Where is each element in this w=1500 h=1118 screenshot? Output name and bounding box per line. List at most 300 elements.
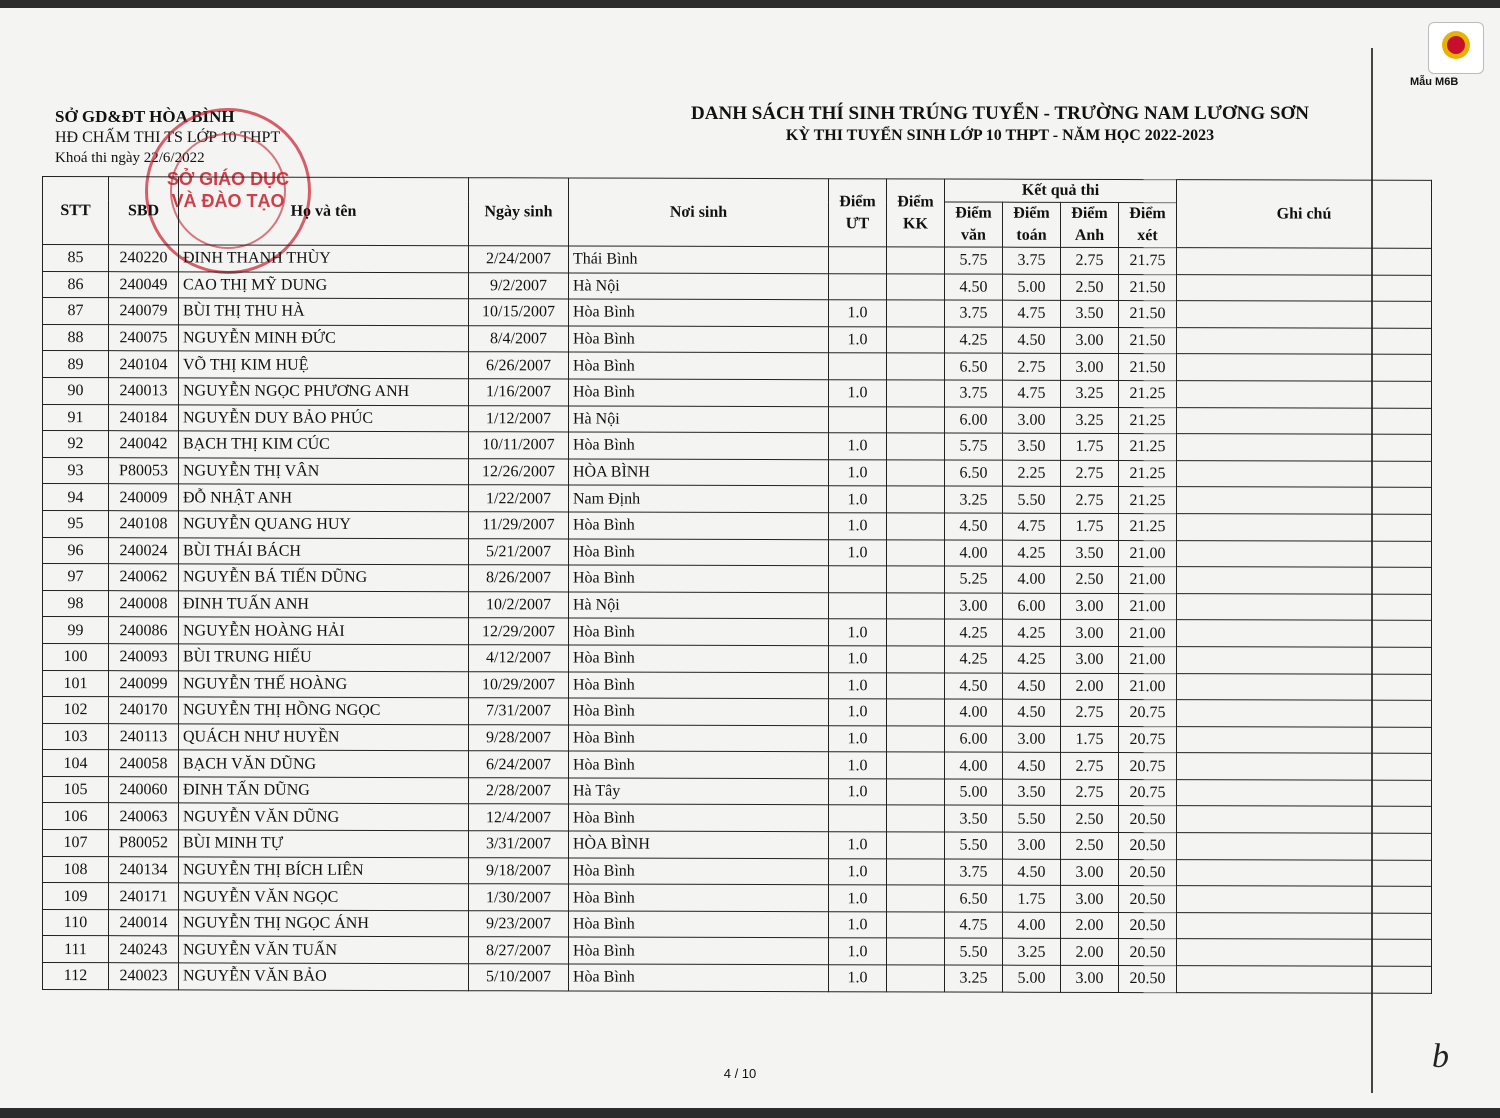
cell-place: Hòa Bình xyxy=(569,937,829,964)
cell-van: 6.50 xyxy=(945,353,1003,380)
cell-stt: 107 xyxy=(43,830,109,857)
cell-ut: 1.0 xyxy=(829,539,887,566)
cell-note xyxy=(1177,913,1432,940)
cell-note xyxy=(1177,833,1432,860)
cell-van: 5.50 xyxy=(945,938,1003,965)
cell-dob: 10/15/2007 xyxy=(469,299,569,326)
cell-kk xyxy=(887,593,945,620)
cell-dob: 2/28/2007 xyxy=(469,778,569,805)
cell-note xyxy=(1177,487,1432,514)
cell-place: Hòa Bình xyxy=(569,565,829,592)
cell-place: Thái Bình xyxy=(569,246,829,273)
cell-dob: 10/2/2007 xyxy=(469,591,569,618)
cell-anh: 2.50 xyxy=(1061,832,1119,859)
cell-place: Hòa Bình xyxy=(569,964,829,991)
cell-kk xyxy=(887,752,945,779)
col-place: Nơi sinh xyxy=(569,178,829,247)
cell-dob: 10/29/2007 xyxy=(469,671,569,698)
cell-sbd: 240220 xyxy=(109,245,179,272)
cell-note xyxy=(1177,673,1432,700)
cell-name: ĐỖ NHẬT ANH xyxy=(179,484,469,511)
cell-ut xyxy=(829,247,887,274)
cell-place: Hòa Bình xyxy=(569,804,829,831)
cell-kk xyxy=(887,327,945,354)
cell-van: 4.50 xyxy=(945,274,1003,301)
cell-anh: 2.00 xyxy=(1061,673,1119,700)
cell-note xyxy=(1177,381,1432,408)
cell-xet: 21.50 xyxy=(1119,301,1177,328)
table-body xyxy=(43,245,1432,994)
cell-sbd: 240062 xyxy=(109,564,179,591)
cell-stt: 99 xyxy=(43,617,109,644)
cell-name: BẠCH VĂN DŨNG xyxy=(179,750,469,777)
cell-name: NGUYỄN VĂN BẢO xyxy=(179,963,469,990)
cell-stt: 102 xyxy=(43,697,109,724)
cell-ut: 1.0 xyxy=(829,486,887,513)
table-row xyxy=(43,883,1432,913)
cell-sbd: P80052 xyxy=(109,830,179,857)
cell-ut: 1.0 xyxy=(829,885,887,912)
cell-sbd: 240134 xyxy=(109,856,179,883)
document-subtitle: KỲ THI TUYỂN SINH LỚP 10 THPT - NĂM HỌC 2022-2023 xyxy=(785,127,1215,144)
cell-stt: 105 xyxy=(43,776,109,803)
table-row xyxy=(43,803,1432,833)
col-anh: Điểm Anh xyxy=(1061,202,1119,247)
cell-ut: 1.0 xyxy=(829,832,887,859)
cell-anh: 2.75 xyxy=(1061,779,1119,806)
cell-kk xyxy=(887,859,945,886)
cell-anh: 2.75 xyxy=(1061,247,1119,274)
cell-sbd: 240014 xyxy=(109,910,179,937)
cell-anh: 3.25 xyxy=(1061,380,1119,407)
cell-toan: 3.00 xyxy=(1003,726,1061,753)
table-row xyxy=(43,617,1432,647)
cell-sbd: 240099 xyxy=(109,670,179,697)
cell-van: 6.50 xyxy=(945,460,1003,487)
cell-sbd: 240184 xyxy=(109,404,179,431)
cell-toan: 3.00 xyxy=(1003,407,1061,434)
cell-dob: 11/29/2007 xyxy=(469,512,569,539)
cell-ut: 1.0 xyxy=(829,725,887,752)
cell-ut xyxy=(829,406,887,433)
cell-name: NGUYỄN VĂN DŨNG xyxy=(179,803,469,830)
cell-kk xyxy=(887,619,945,646)
document-page xyxy=(0,8,1500,1108)
cell-note xyxy=(1177,647,1432,674)
cell-note xyxy=(1177,407,1432,434)
cell-xet: 21.00 xyxy=(1119,673,1177,700)
cell-kk xyxy=(887,566,945,593)
cell-dob: 5/10/2007 xyxy=(469,964,569,991)
cell-toan: 3.00 xyxy=(1003,832,1061,859)
table-row xyxy=(43,351,1432,381)
table-row xyxy=(43,457,1432,487)
table-row xyxy=(43,590,1432,620)
cell-toan: 4.75 xyxy=(1003,380,1061,407)
cell-kk xyxy=(887,726,945,753)
cell-toan: 4.25 xyxy=(1003,646,1061,673)
cell-van: 4.25 xyxy=(945,646,1003,673)
table-row xyxy=(43,723,1432,753)
cell-van: 3.25 xyxy=(945,486,1003,513)
stamp-text-2: VÀ ĐÀO TẠO xyxy=(171,191,285,211)
cell-sbd: 240104 xyxy=(109,351,179,378)
cell-stt: 88 xyxy=(43,324,109,351)
cell-dob: 9/28/2007 xyxy=(469,724,569,751)
cell-van: 3.25 xyxy=(945,965,1003,992)
cell-kk xyxy=(887,486,945,513)
cell-stt: 97 xyxy=(43,564,109,591)
cell-kk xyxy=(887,513,945,540)
cell-kk xyxy=(887,406,945,433)
cell-van: 3.50 xyxy=(945,805,1003,832)
cell-name: NGUYỄN VĂN NGỌC xyxy=(179,883,469,910)
table-row xyxy=(43,298,1432,328)
cell-anh: 1.75 xyxy=(1061,726,1119,753)
cell-sbd: 240042 xyxy=(109,431,179,458)
table-row xyxy=(43,245,1432,275)
page-number: 4 / 10 xyxy=(723,1066,757,1081)
results-table xyxy=(42,176,1432,994)
col-stt: STT xyxy=(43,177,109,245)
cell-stt: 103 xyxy=(43,723,109,750)
cell-ut: 1.0 xyxy=(829,300,887,327)
cell-anh: 2.50 xyxy=(1061,566,1119,593)
cell-xet: 20.75 xyxy=(1119,779,1177,806)
cell-stt: 101 xyxy=(43,670,109,697)
cell-note xyxy=(1177,274,1432,301)
document-title: DANH SÁCH THÍ SINH TRÚNG TUYỂN - TRƯỜNG NAM LƯƠNG SƠN xyxy=(691,103,1309,124)
cell-ut: 1.0 xyxy=(829,938,887,965)
table-row xyxy=(43,484,1432,514)
cell-xet: 21.00 xyxy=(1119,646,1177,673)
cell-ut: 1.0 xyxy=(829,858,887,885)
col-ut: Điểm ƯT xyxy=(829,179,887,247)
table-row xyxy=(43,697,1432,727)
cell-ut: 1.0 xyxy=(829,699,887,726)
cell-name: NGUYỄN BÁ TIẾN DŨNG xyxy=(179,564,469,591)
cell-note xyxy=(1177,301,1432,328)
cell-place: Nam Định xyxy=(569,485,829,512)
cell-name: NGUYỄN THỊ NGỌC ÁNH xyxy=(179,910,469,937)
cell-name: BÙI THỊ THU HÀ xyxy=(179,298,469,325)
cell-sbd: 240063 xyxy=(109,803,179,830)
cell-dob: 6/26/2007 xyxy=(469,352,569,379)
cell-van: 6.50 xyxy=(945,885,1003,912)
cell-place: HÒA BÌNH xyxy=(569,831,829,858)
cell-xet: 21.50 xyxy=(1119,274,1177,301)
table-row xyxy=(43,377,1432,407)
form-code: Mẫu M6B xyxy=(1410,76,1459,88)
table-row xyxy=(43,324,1432,354)
cell-xet: 21.25 xyxy=(1119,407,1177,434)
cell-van: 5.50 xyxy=(945,832,1003,859)
table-row xyxy=(43,271,1432,301)
cell-kk xyxy=(887,805,945,832)
cell-name: VÕ THỊ KIM HUỆ xyxy=(179,351,469,378)
table-row xyxy=(43,404,1432,434)
cell-name: NGUYỄN THỊ BÍCH LIÊN xyxy=(179,857,469,884)
cell-sbd: 240079 xyxy=(109,298,179,325)
cell-stt: 100 xyxy=(43,643,109,670)
cell-anh: 1.75 xyxy=(1061,513,1119,540)
cell-note xyxy=(1177,620,1432,647)
cell-dob: 12/29/2007 xyxy=(469,618,569,645)
cell-sbd: P80053 xyxy=(109,457,179,484)
cell-dob: 9/2/2007 xyxy=(469,272,569,299)
cell-stt: 93 xyxy=(43,457,109,484)
cell-place: Hòa Bình xyxy=(569,698,829,725)
cell-van: 4.00 xyxy=(945,699,1003,726)
cell-van: 6.00 xyxy=(945,726,1003,753)
cell-anh: 3.00 xyxy=(1061,620,1119,647)
cell-xet: 20.75 xyxy=(1119,700,1177,727)
cell-kk xyxy=(887,965,945,992)
initials-signature: b xyxy=(1432,1038,1449,1075)
cell-xet: 20.50 xyxy=(1119,859,1177,886)
cell-sbd: 240009 xyxy=(109,484,179,511)
cell-ut xyxy=(829,805,887,832)
cell-ut: 1.0 xyxy=(829,752,887,779)
cell-stt: 96 xyxy=(43,537,109,564)
cell-name: BÙI MINH TỰ xyxy=(179,830,469,857)
cell-place: HÒA BÌNH xyxy=(569,459,829,486)
cell-stt: 94 xyxy=(43,484,109,511)
cell-ut: 1.0 xyxy=(829,380,887,407)
cell-place: Hà Nội xyxy=(569,273,829,300)
table-row xyxy=(43,909,1432,939)
cell-van: 5.75 xyxy=(945,247,1003,274)
cell-dob: 6/24/2007 xyxy=(469,751,569,778)
bottom-border xyxy=(0,1108,1500,1118)
cell-kk xyxy=(887,247,945,274)
table-row xyxy=(43,936,1432,966)
cell-dob: 1/30/2007 xyxy=(469,884,569,911)
cell-place: Hòa Bình xyxy=(569,858,829,885)
cell-sbd: 240086 xyxy=(109,617,179,644)
table-row xyxy=(43,856,1432,886)
cell-ut: 1.0 xyxy=(829,646,887,673)
cell-note xyxy=(1177,567,1432,594)
cell-toan: 4.25 xyxy=(1003,540,1061,567)
cell-stt: 87 xyxy=(43,298,109,325)
cell-ut: 1.0 xyxy=(829,326,887,353)
cell-sbd: 240060 xyxy=(109,777,179,804)
cell-xet: 21.00 xyxy=(1119,567,1177,594)
cell-xet: 20.50 xyxy=(1119,966,1177,993)
cell-sbd: 240024 xyxy=(109,537,179,564)
table-row xyxy=(43,537,1432,567)
cell-anh: 2.75 xyxy=(1061,460,1119,487)
exam-date: Khoá thi ngày 22/6/2022 xyxy=(55,150,205,166)
top-border xyxy=(0,0,1500,8)
table-row xyxy=(43,963,1432,993)
cell-xet: 21.25 xyxy=(1119,460,1177,487)
cell-kk xyxy=(887,885,945,912)
cell-toan: 3.50 xyxy=(1003,433,1061,460)
cell-van: 4.75 xyxy=(945,912,1003,939)
cell-place: Hòa Bình xyxy=(569,512,829,539)
cell-note xyxy=(1177,593,1432,620)
cell-kk xyxy=(887,380,945,407)
cell-kk xyxy=(887,779,945,806)
cell-kk xyxy=(887,353,945,380)
table-row xyxy=(43,643,1432,673)
cell-kk xyxy=(887,672,945,699)
cell-name: NGUYỄN THỊ VÂN xyxy=(179,458,469,485)
cell-xet: 21.00 xyxy=(1119,593,1177,620)
cell-name: NGUYỄN DUY BẢO PHÚC xyxy=(179,404,469,431)
cell-van: 6.00 xyxy=(945,407,1003,434)
cell-name: ĐINH TUẤN ANH xyxy=(179,591,469,618)
cell-dob: 8/4/2007 xyxy=(469,325,569,352)
cell-name: CAO THỊ MỸ DUNG xyxy=(179,271,469,298)
cell-sbd: 240058 xyxy=(109,750,179,777)
cell-note xyxy=(1177,354,1432,381)
cell-note xyxy=(1177,753,1432,780)
cell-xet: 20.75 xyxy=(1119,753,1177,780)
cell-toan: 4.00 xyxy=(1003,566,1061,593)
cell-stt: 95 xyxy=(43,510,109,537)
cell-kk xyxy=(887,300,945,327)
cell-xet: 21.25 xyxy=(1119,380,1177,407)
cell-place: Hòa Bình xyxy=(569,618,829,645)
cell-xet: 21.00 xyxy=(1119,620,1177,647)
cell-dob: 8/27/2007 xyxy=(469,937,569,964)
cell-name: NGUYỄN HOÀNG HẢI xyxy=(179,617,469,644)
cell-toan: 3.75 xyxy=(1003,247,1061,274)
cell-van: 4.25 xyxy=(945,619,1003,646)
cell-van: 4.50 xyxy=(945,673,1003,700)
table-row xyxy=(43,776,1432,806)
col-kk: Điểm KK xyxy=(887,179,945,247)
col-note: Ghi chú xyxy=(1177,180,1432,249)
cell-note xyxy=(1177,700,1432,727)
cell-place: Hòa Bình xyxy=(569,725,829,752)
table-row xyxy=(43,510,1432,540)
cell-anh: 3.00 xyxy=(1061,886,1119,913)
cell-toan: 4.75 xyxy=(1003,513,1061,540)
col-name: Họ và tên xyxy=(179,177,469,246)
cell-place: Hòa Bình xyxy=(569,326,829,353)
cell-van: 3.75 xyxy=(945,300,1003,327)
cell-stt: 85 xyxy=(43,245,109,272)
cell-dob: 3/31/2007 xyxy=(469,831,569,858)
cell-kk xyxy=(887,433,945,460)
cell-ut xyxy=(829,566,887,593)
cell-toan: 4.50 xyxy=(1003,673,1061,700)
cell-place: Hòa Bình xyxy=(569,884,829,911)
cell-name: QUÁCH NHƯ HUYỀN xyxy=(179,724,469,751)
cell-sbd: 240023 xyxy=(109,963,179,990)
cell-place: Hà Nội xyxy=(569,406,829,433)
cell-stt: 108 xyxy=(43,856,109,883)
cell-place: Hà Nội xyxy=(569,592,829,619)
cell-stt: 111 xyxy=(43,936,109,963)
cell-kk xyxy=(887,539,945,566)
cell-place: Hòa Bình xyxy=(569,911,829,938)
cell-note xyxy=(1177,327,1432,354)
cell-kk xyxy=(887,699,945,726)
cell-anh: 3.25 xyxy=(1061,407,1119,434)
cell-kk xyxy=(887,460,945,487)
cell-name: ĐINH THANH THÙY xyxy=(179,245,469,272)
cell-place: Hòa Bình xyxy=(569,352,829,379)
cell-anh: 3.00 xyxy=(1061,646,1119,673)
cell-ut xyxy=(829,592,887,619)
cell-sbd: 240075 xyxy=(109,324,179,351)
cell-note xyxy=(1177,514,1432,541)
cell-van: 3.75 xyxy=(945,859,1003,886)
cell-anh: 2.50 xyxy=(1061,274,1119,301)
cell-dob: 8/26/2007 xyxy=(469,565,569,592)
cell-toan: 5.50 xyxy=(1003,806,1061,833)
cell-toan: 2.25 xyxy=(1003,460,1061,487)
cell-anh: 3.50 xyxy=(1061,301,1119,328)
cell-toan: 4.25 xyxy=(1003,619,1061,646)
cell-stt: 86 xyxy=(43,271,109,298)
cell-van: 5.75 xyxy=(945,433,1003,460)
col-van: Điểm văn xyxy=(945,202,1003,247)
cell-dob: 10/11/2007 xyxy=(469,432,569,459)
table-row xyxy=(43,564,1432,594)
cell-xet: 20.50 xyxy=(1119,886,1177,913)
document-title-block xyxy=(600,103,1400,145)
cell-van: 4.00 xyxy=(945,752,1003,779)
cell-toan: 5.50 xyxy=(1003,487,1061,514)
cell-toan: 6.00 xyxy=(1003,593,1061,620)
cell-stt: 90 xyxy=(43,377,109,404)
cell-van: 4.50 xyxy=(945,513,1003,540)
cell-name: BẠCH THỊ KIM CÚC xyxy=(179,431,469,458)
cell-toan: 4.50 xyxy=(1003,752,1061,779)
cell-van: 5.00 xyxy=(945,779,1003,806)
cell-dob: 9/23/2007 xyxy=(469,911,569,938)
col-sbd: SBD xyxy=(109,177,179,245)
cell-toan: 4.50 xyxy=(1003,859,1061,886)
cell-name: NGUYỄN MINH ĐỨC xyxy=(179,325,469,352)
cell-van: 3.00 xyxy=(945,593,1003,620)
table-row xyxy=(43,670,1432,700)
cell-xet: 20.50 xyxy=(1119,939,1177,966)
board-name: HĐ CHẤM THI TS LỚP 10 THPT xyxy=(55,129,281,146)
cell-ut: 1.0 xyxy=(829,779,887,806)
cell-note xyxy=(1177,726,1432,753)
col-xet: Điểm xét xyxy=(1119,203,1177,248)
cell-dob: 2/24/2007 xyxy=(469,246,569,273)
cell-toan: 4.50 xyxy=(1003,699,1061,726)
cell-ut: 1.0 xyxy=(829,513,887,540)
cell-name: BÙI TRUNG HIẾU xyxy=(179,644,469,671)
cell-xet: 20.75 xyxy=(1119,726,1177,753)
cell-place: Hòa Bình xyxy=(569,299,829,326)
cell-sbd: 240093 xyxy=(109,644,179,671)
cell-ut: 1.0 xyxy=(829,912,887,939)
cell-toan: 3.50 xyxy=(1003,779,1061,806)
cell-dob: 4/12/2007 xyxy=(469,645,569,672)
cell-dob: 1/12/2007 xyxy=(469,405,569,432)
cell-sbd: 240243 xyxy=(109,936,179,963)
cell-stt: 98 xyxy=(43,590,109,617)
cell-xet: 21.75 xyxy=(1119,248,1177,275)
cell-toan: 2.75 xyxy=(1003,354,1061,381)
cell-place: Hòa Bình xyxy=(569,432,829,459)
cell-name: NGUYỄN THỊ HỒNG NGỌC xyxy=(179,697,469,724)
cell-anh: 3.00 xyxy=(1061,593,1119,620)
header-row-1 xyxy=(43,177,1432,204)
cell-toan: 4.50 xyxy=(1003,327,1061,354)
cell-note xyxy=(1177,460,1432,487)
